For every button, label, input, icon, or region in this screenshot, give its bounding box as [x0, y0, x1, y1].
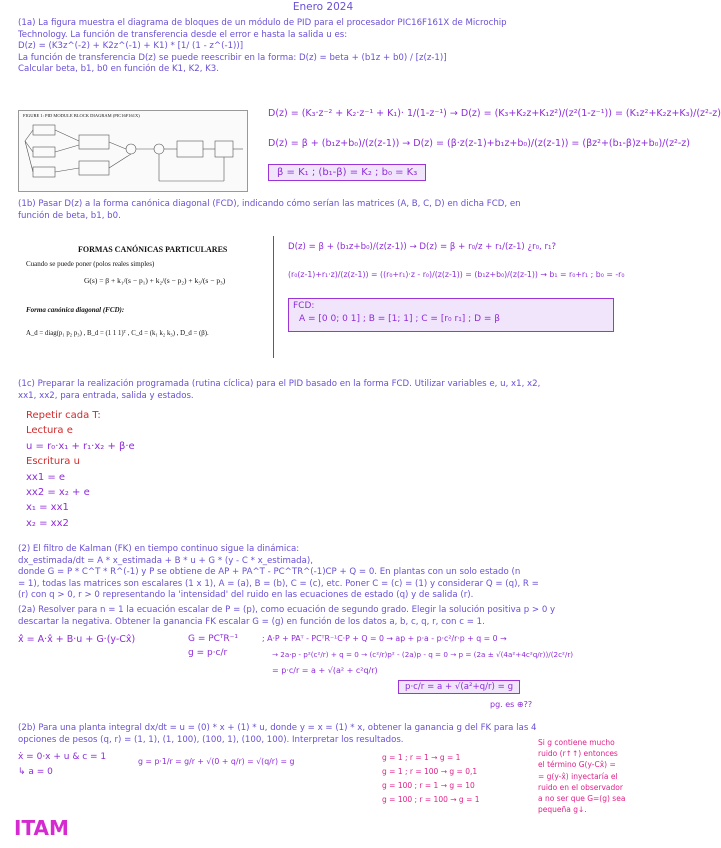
q2b-statement: [18, 723, 537, 746]
q1a-statement: [18, 18, 507, 76]
q1b-line: función de beta, b1, b0.: [18, 210, 121, 221]
q2b-gain-derivation: g = p·1/r = g/r + √(0 + q/r) = √(q/r) = g: [138, 757, 295, 766]
q2a-riccati-3: = p·c/r = a + √(a² + c²q/r): [272, 666, 378, 675]
q2b-line: (2b) Para una planta integral dx/dt = u = (0) * x + (1) * u, donde y = x = (1) * x, obtener la ganancia g del FK para las 4: [18, 723, 537, 733]
note-line: ruido en el observador: [538, 782, 623, 792]
q1c-line: xx1, xx2, para entrada, salida y estados.: [18, 390, 194, 401]
routine-line: xx2 = x₂ + e: [26, 487, 90, 499]
fig-title: FORMAS CANÓNICAS PARTICULARES: [78, 245, 228, 254]
q2-line: donde G = P * C^T * R^(-1) y P se obtiene de AP + PA^T - PC^TR^(-1)CP + Q = 0. En plantas con un solo estado (n: [18, 567, 521, 578]
q2b-cases: [382, 751, 480, 807]
q2a-gain-scalar: g = p·c/r: [188, 648, 228, 658]
routine-line: x₁ = xx1: [26, 502, 69, 514]
routine-line: Escritura u: [26, 456, 80, 468]
q2-line: (2) El filtro de Kalman (FK) en tiempo continuo sigue la dinámica:: [18, 544, 300, 554]
page-title: Enero 2024: [292, 1, 354, 13]
q1a-line: D(z) = (K3z^(-2) + K2z^(-1) + K1) * [1/ (1 - z^(-1))]: [18, 41, 244, 52]
q1b-statement: [18, 199, 521, 222]
canonical-forms-figure: [22, 242, 266, 352]
q1a-line: (1a) La figura muestra el diagrama de bloques de un módulo de PID para el procesador PIC16F161X de Microchip: [18, 18, 507, 28]
q1a-work-line2: D(z) = β + (b₁z+b₀)/(z(z-1)) → D(z) = (β·z(z-1)+b₁z+b₀)/(z(z-1)) = (βz²+(b₁-β)z+b₀)/(z²-z): [268, 138, 690, 149]
q1b-fcd-box: [288, 298, 614, 332]
note-line: ruido (r↑↑) entonces: [538, 749, 618, 759]
q2a-answer-box: p·c/r = a + √(a²+q/r) = g: [398, 680, 520, 694]
itam-logo: ITAM: [14, 816, 69, 840]
q2-line: dx_estimada/dt = A * x_estimada + B * u + G * (y - C * x_estimada),: [18, 555, 313, 566]
q1c-routine: [26, 408, 135, 531]
note-line: Si g contiene mucho: [538, 738, 615, 747]
q1a-line: Technology. La función de transferencia desde el error e hasta la salida u es:: [18, 29, 348, 40]
fig-subtitle: Cuando se puede poner (polos reales simples): [26, 260, 155, 268]
q2b-plant: ẋ = 0·x + u & c = 1: [18, 752, 107, 762]
separator-line: [273, 236, 274, 358]
fcd-matrices: A = [0 0; 0 1] ; B = [1; 1] ; C = [r₀ r₁] ; D = β: [299, 314, 501, 324]
fcd-label: FCD:: [293, 301, 315, 311]
q2-statement: [18, 544, 539, 602]
q1a-work-line1: D(z) = (K₃·z⁻² + K₂·z⁻¹ + K₁)· 1/(1-z⁻¹) → D(z) = (K₃+K₂z+K₁z²)/(z²(1-z⁻¹)) = (K₁z²+K₂z+K₃)/(z²-z): [268, 108, 721, 119]
case-line: g = 1 ; r = 1 → g = 1: [382, 753, 461, 762]
q1c-statement: [18, 379, 540, 402]
q1a-line: La función de transferencia D(z) se puede reescribir en la forma: D(z) = beta + (b1z + b0) / [z(z-1)]: [18, 52, 447, 63]
pid-block-diagram: [18, 110, 248, 192]
q2a-note: pg. es ⊕??: [490, 700, 533, 709]
fig-fcd-label: Forma canónica diagonal (FCD):: [26, 306, 125, 314]
q1b-line: (1b) Pasar D(z) a la forma canónica diagonal (FCD), indicando cómo serían las matrices (A, B, C, D) en dicha FCD, en: [18, 199, 521, 209]
q1c-line: (1c) Preparar la realización programada (rutina cíclica) para el PID basado en la forma FCD. Utilizar variables e, u, x1, x2,: [18, 379, 541, 389]
fig-formula: G(s) = β + k₁/(s − p₁) + k₂/(s − p₂) + k₃/(s − p₃): [84, 276, 226, 285]
block-diagram-svg: [19, 111, 247, 191]
note-line: pequeña g↓.: [538, 805, 587, 815]
q2a-kalman-eq: ẋ̂ = A·x̂ + B·u + G·(y-Cx̂): [18, 634, 136, 645]
q2b-interpretation: [538, 737, 625, 815]
routine-line: u = r₀·x₁ + r₁·x₂ + β·e: [26, 440, 135, 452]
fig-matrices: A_d = diag(p₁ p₂ p₃) , B_d = (1 1 1)ᵀ , C_d = (k₁ k₂ k₃) , D_d = (β).: [26, 330, 209, 337]
q2a-line: descartar la negativa. Obtener la ganancia FK escalar G = (g) en función de los datos a, b, c, q, r, con c = 1.: [18, 616, 485, 627]
q2a-riccati-1: ; A·P + PAᵀ - PCᵀR⁻¹C·P + Q = 0 → ap + p·a - p·c²/r·p + q = 0 →: [262, 634, 507, 643]
note-line: = g(y-x̂) inyectaría el: [538, 771, 618, 781]
q2b-line: opciones de pesos (q, r) = (1, 1), (1, 100), (100, 1), (100, 100). Interpretar los resultados.: [18, 734, 404, 745]
q2a-statement: [18, 605, 555, 628]
q2-line: = 1), todas las matrices son escalares (1 x 1), A = (a), B = (b), C = (c), etc. Poner C = (c) = (1) y considerar Q = (q), R =: [18, 578, 539, 589]
q1b-work-line1: D(z) = β + (b₁z+b₀)/(z(z-1)) → D(z) = β + r₀/z + r₁/(z-1) ¿r₀, r₁?: [288, 242, 557, 252]
routine-line: x₂ = xx2: [26, 517, 69, 529]
q2a-riccati-2: → 2a·p - p²(c²/r) + q = 0 → (c²/r)p² - (2a)p - q = 0 → p = (2a ± √(4a²+4c²q/r))/(2c²/r): [272, 650, 574, 659]
figure-caption: FIGURE 1: PID MODULE BLOCK DIAGRAM (PIC16F161X): [23, 113, 140, 118]
q2a-gain-def: G = PCᵀR⁻¹: [188, 634, 239, 644]
case-line: g = 100 ; r = 100 → g = 1: [382, 795, 480, 804]
note-line: a no ser que G=(g) sea: [538, 794, 626, 804]
routine-line: Lectura e: [26, 425, 73, 437]
note-line: el término G(y-Cx̂) =: [538, 760, 616, 770]
q1a-line: Calcular beta, b1, b0 en función de K1, K2, K3.: [18, 64, 220, 75]
q1b-work-line2: (r₀(z-1)+r₁·z)/(z(z-1)) = ((r₀+r₁)·z - r₀)/(z(z-1)) = (b₁z+b₀)/(z(z-1)) → b₁ = r₀+r₁ ; b₀ = -r₀: [288, 270, 625, 279]
routine-line: Repetir cada T:: [26, 410, 101, 421]
routine-line: xx1 = e: [26, 471, 66, 483]
q2a-line: (2a) Resolver para n = 1 la ecuación escalar de P = (p), como ecuación de segundo grado. Elegir la solución positiva p > 0 y: [18, 605, 556, 615]
case-line: g = 1 ; r = 100 → g = 0,1: [382, 767, 478, 776]
q2b-a-zero: ↳ a = 0: [18, 767, 53, 777]
case-line: g = 100 ; r = 1 → g = 10: [382, 781, 475, 790]
q1a-answer-box: β = K₁ ; (b₁-β) = K₂ ; b₀ = K₃: [268, 164, 426, 181]
q2-line: (r) con q > 0, r > 0 representando la 'intensidad' del ruido en las ecuaciones de estado (q) y de salida (r).: [18, 590, 474, 601]
